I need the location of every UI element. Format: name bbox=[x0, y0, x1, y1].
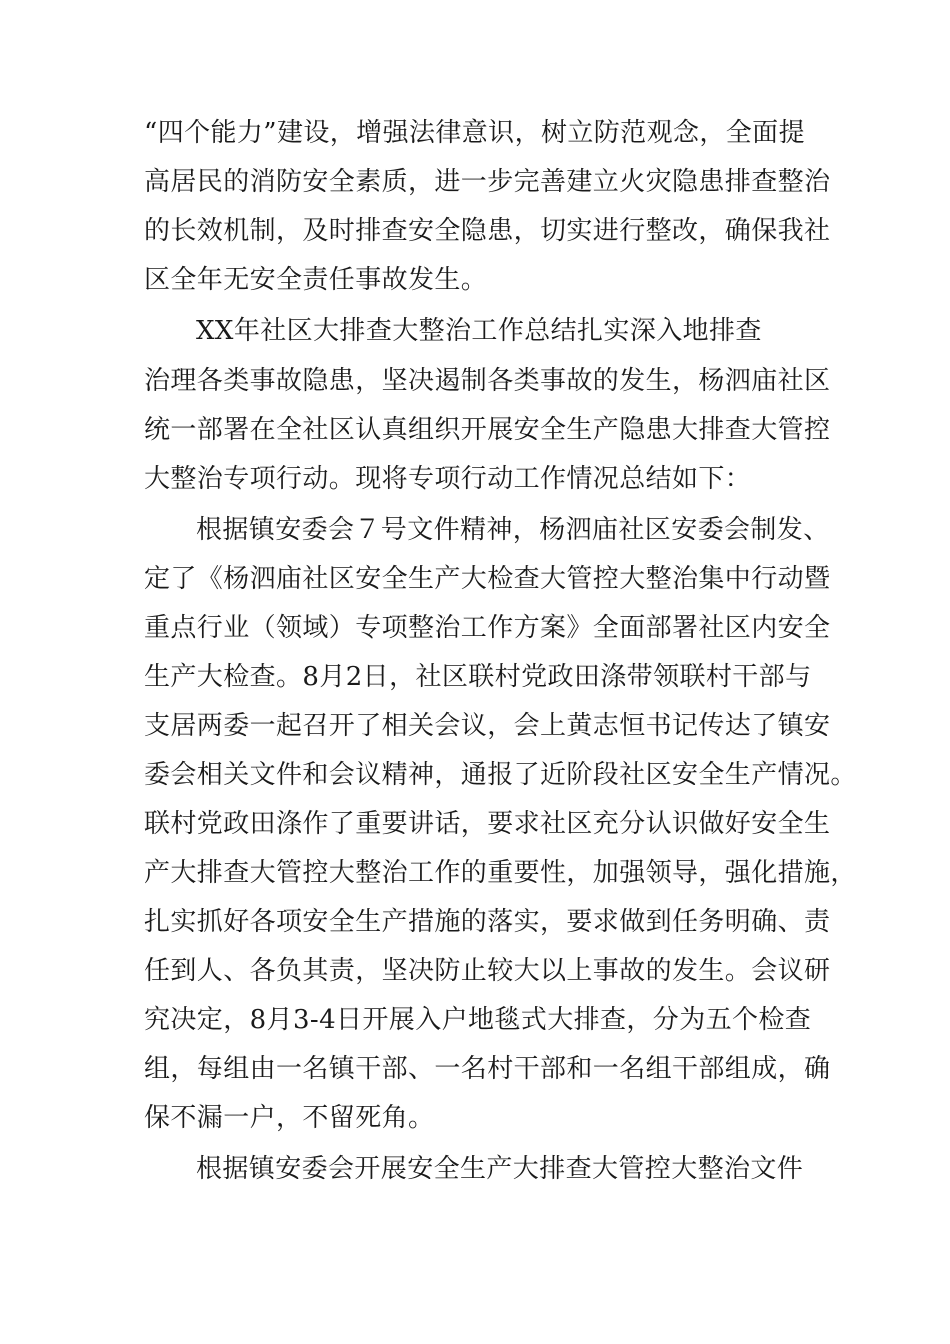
text-line-3: 的长效机制，及时排查安全隐患，切实进行整改，确保我社 bbox=[144, 216, 831, 246]
text-line-12: 生产大检查。8月2日，社区联村党政田涤带领联村干部与 bbox=[144, 662, 812, 692]
text-line-18: 任到人、各负其责，坚决防止较大以上事故的发生。会议研 bbox=[144, 956, 831, 986]
text-line-20: 组，每组由一名镇干部、一名村干部和一名组干部组成，确 bbox=[144, 1054, 831, 1084]
text-line-8: 大整治专项行动。现将专项行动工作情况总结如下： bbox=[144, 464, 752, 494]
text-line-15: 联村党政田涤作了重要讲话，要求社区充分认识做好安全生 bbox=[144, 809, 831, 839]
text-line-21: 保不漏一户，不留死角。 bbox=[144, 1103, 435, 1133]
text-line-13: 支居两委一起召开了相关会议，会上黄志恒书记传达了镇安 bbox=[144, 711, 831, 741]
text-line-1: “四个能力”建设，增强法律意识，树立防范观念，全面提 bbox=[144, 118, 805, 148]
text-line-14: 委会相关文件和会议精神，通报了近阶段社区安全生产情况。 bbox=[144, 760, 857, 790]
text-line-6: 治理各类事故隐患，坚决遏制各类事故的发生，杨泗庙社区 bbox=[144, 366, 831, 396]
text-line-16: 产大排查大管控大整治工作的重要性，加强领导，强化措施， bbox=[144, 858, 857, 888]
text-line-7: 统一部署在全社区认真组织开展安全生产隐患大排查大管控 bbox=[144, 415, 831, 445]
text-line-17: 扎实抓好各项安全生产措施的落实，要求做到任务明确、责 bbox=[144, 907, 831, 937]
text-line-9: 根据镇安委会７号文件精神，杨泗庙社区安委会制发、 bbox=[196, 515, 830, 545]
text-line-22: 根据镇安委会开展安全生产大排查大管控大整治文件 bbox=[196, 1154, 804, 1184]
text-line-19: 究决定，8月3-4日开展入户地毯式大排查，分为五个检查 bbox=[144, 1005, 812, 1035]
text-line-2: 高居民的消防安全素质，进一步完善建立火灾隐患排查整治 bbox=[144, 167, 831, 197]
text-line-10: 定了《杨泗庙社区安全生产大检查大管控大整治集中行动暨 bbox=[144, 564, 831, 594]
text-line-5: XX年社区大排查大整治工作总结扎实深入地排查 bbox=[196, 316, 762, 346]
text-line-4: 区全年无安全责任事故发生。 bbox=[144, 265, 488, 295]
text-line-11: 重点行业（领域）专项整治工作方案》全面部署社区内安全 bbox=[144, 613, 831, 643]
